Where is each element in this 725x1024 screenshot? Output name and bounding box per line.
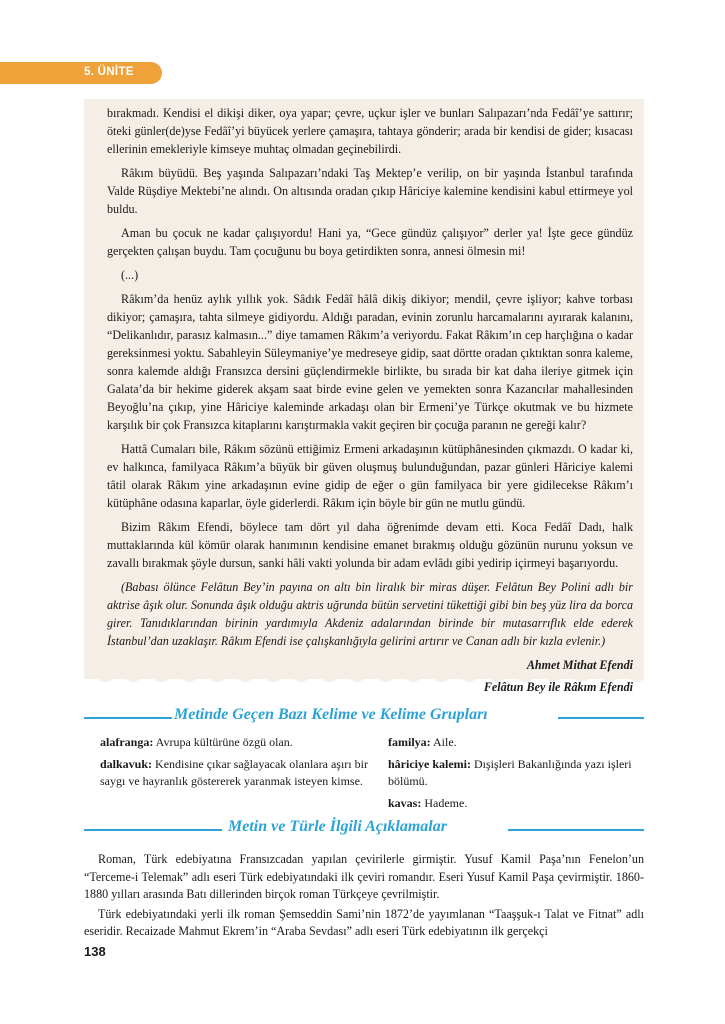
- excerpt-paragraph: Bizim Râkım Efendi, böylece tam dört yıl daha öğrenimde devam etti. Koca Fedâî Dadı, halk muttaklarında kül kömür olarak hanımının kendisine emanet bırakmış olduğu gözünün nurunu yoksun ve zavallı bırakmak şöyle dursun, sanki hâli vakti yolunda bir adam evlâdı gibi yedirip içirmeyi başarıyordu.: [107, 520, 633, 570]
- glossary-term: kavas:: [388, 795, 422, 810]
- excerpt-summary: (Babası ölünce Felâtun Bey’in payına on altı bin liralık bir miras düşer. Felâtun Bey Polini adlı bir aktrise âşık olur. Sonunda âşık olduğu aktris uğrunda bütün servetini tükettiği gibi bin beş yüz lira da borca girer. Tanıdıklarından birinin yardımıyla Akdeniz adalarından birinde bir mutasarrıflık elde ederek İstanbul’dan uzaklaşır. Râkım Efendi ise çalışkanlığıyla gelirini artırır ve Canan adlı bir kızla evlenir.): [107, 580, 633, 648]
- work-title: Felâtun Bey ile Râkım Efendi: [483, 680, 633, 694]
- glossary-term: alafranga:: [100, 735, 154, 749]
- explanation-paragraph: Türk edebiyatındaki yerli ilk roman Şemseddin Sami’nin 1872’de yayımlanan “Taaşşuk-ı Talat ve Fitnat” adlı eseridir. Recaizade Mahmut Ekrem’in “Araba Sevdası” adlı eseri Türk edebiyatının ilk gerçekçi: [84, 906, 644, 938]
- glossary-term: familya:: [388, 735, 431, 749]
- novel-excerpt: [107, 104, 633, 702]
- unit-tab: [0, 62, 162, 84]
- glossary-left-column: [100, 734, 372, 795]
- page-number: 138: [84, 944, 106, 959]
- glossary-term: hâriciye kalemi:: [388, 756, 471, 771]
- explanation-paragraph: Roman, Türk edebiyatına Fransızcadan yapılan çevirilerle girmiştir. Yusuf Kamil Paşa’nın Fenelon’un “Terceme-i Telemak” adlı eseri Türk edebiyatındaki ilk çeviri romandır. Eseri Yusuf Kamil Paşa çevirmiştir. 1860-1880 yılları arasında Batı dillerinden birçok roman Türkçeye çevrilmiştir.: [84, 852, 644, 901]
- heading-rule: [84, 829, 222, 831]
- explanations-text: [84, 851, 644, 943]
- explanations-heading-title: Metin ve Türle İlgili Açıklamalar: [228, 818, 447, 835]
- author-name: Ahmet Mithat Efendi: [526, 658, 633, 672]
- glossary-definition: Hademe.: [421, 795, 468, 810]
- glossary-definition: Avrupa kültürüne özgü olan.: [153, 735, 293, 749]
- excerpt-paragraph: Râkım büyüdü. Beş yaşında Salıpazarı’ndaki Taş Mektep’e verilip, on bir yaşında İstanbul tarafında Valde Rüşdiye Mektebi’ne alındı. On altısında oradan çıkıp Hâriciye kalemine kendisini kabul ettirmeye yol buldu.: [107, 166, 633, 216]
- excerpt-ellipsis: (...): [121, 268, 139, 282]
- glossary-definition: Dışişleri Bakanlığında yazı işleri bölümü.: [388, 756, 632, 788]
- glossary-term: dalkavuk:: [100, 756, 153, 771]
- heading-rule: [558, 717, 644, 719]
- excerpt-paragraph: Aman bu çocuk ne kadar çalışıyordu! Hani ya, “Gece gündüz çalışıyor” derler ya! İşte gece gündüz gerçekten çalışan buydu. Tam çocuğunu bu boya getirdikten sonra, annesi ölmesin mi!: [107, 226, 633, 258]
- glossary-entry: [100, 734, 372, 752]
- heading-rule: [84, 717, 172, 719]
- glossary-entry: [388, 795, 638, 813]
- heading-rule: [508, 829, 644, 831]
- glossary-right-column: [388, 734, 638, 816]
- unit-tab-label: 5. ÜNİTE: [84, 66, 134, 78]
- glossary-heading: [84, 706, 644, 730]
- glossary-heading-title: Metinde Geçen Bazı Kelime ve Kelime Grupları: [174, 706, 488, 723]
- excerpt-paragraph: bırakmadı. Kendisi el dikişi diker, oya yapar; çevre, uçkur işler ve bunları Salıpazarı’nda Fedâî’ye sattırır; öteki günler(de)yse Fedâî’yi büyücek yerlere çamaşıra, tahtaya gönderir; arada bir kendisi de gider; kısacası ellerinin emekleriyle kimseye muhtaç olmadan geçinebilirdi.: [107, 106, 633, 156]
- glossary-entry: [388, 734, 638, 752]
- glossary-definition: Kendisine çıkar sağlayacak olanlara aşırı bir saygı ve hayranlık göstererek yaranmak isteyen kimse.: [100, 756, 368, 788]
- excerpt-paragraph: Hattâ Cumaları bile, Râkım sözünü ettiğimiz Ermeni arkadaşının kütüphânesinden çıkmazdı. O kadar ki, ev halkınca, familyaca Râkım’a büyük bir güven oluşmuş bulunduğundan, pazar günleri Hâriciye kalemi tâtil olarak Râkım yine arkadaşının evine gidip de eğer o gün familyaca bir yere gidilecekse Râkım’ı kütüphâne odasına kaparlar, öyle giderlerdi. Râkım için böyle bir gün ne mutlu gündü.: [107, 442, 633, 510]
- glossary-definition: Aile.: [430, 735, 457, 749]
- glossary-entry: [388, 756, 638, 791]
- explanations-heading: [84, 818, 644, 842]
- excerpt-paragraph: Râkım’da henüz aylık yıllık yok. Sâdık Fedâî hâlâ dikiş dikiyor; mendil, çevre işliyor; kahve torbası dikiyor; çamaşıra, tahta silmeye gidiyordu. Aldığı paradan, evinin zorunlu harcamalarını ayırarak kalanını, “Delikanlıdır, parasız kalmasın...” diye tamamen Râkım’a veriyordu. Fakat Râkım’ın cep harçlığına o kadar gereksinmesi yoktu. Sabahleyin Süleymaniye’ye medreseye gidip, saat dörtte oradan çıktıktan sonra kaleme, sonra kalemde aldığı Fransızca dersini güçlendirmekle birlikte, bu sırada bir kat daha ileriye gitmek için Galata’da bir hekime giderek akşam saat birde evine gelen ve yemekten sonra Kazancılar mahallesinden Beyoğlu’na çıkıp, yine Hâriciye kaleminde arkadaşı olan bir Ermeni’ye Türkçe okutmak ve bu hizmete karşılık bir çok Fransızca kitaplarını karıştırmakla vakit geçiren bir çocuğa paranın ne gereği kalır?: [107, 292, 633, 432]
- glossary-entry: [100, 756, 372, 791]
